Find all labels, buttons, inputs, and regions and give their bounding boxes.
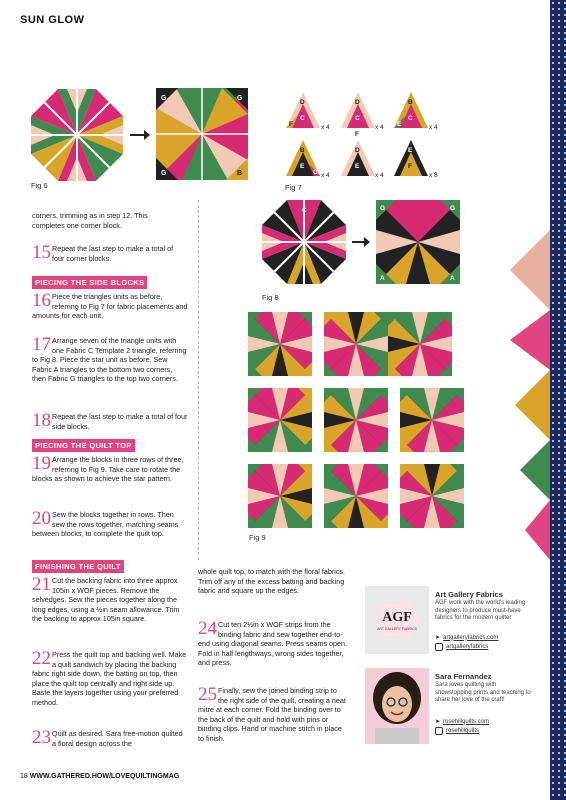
sara-link[interactable]: rosehillquilts.com: [443, 718, 490, 725]
fig9-diagram: [248, 312, 468, 530]
step-18: [32, 412, 188, 431]
fig7-u3-bl: E: [397, 121, 402, 128]
section-finishing: FINISHING THE QUILT: [32, 560, 124, 573]
fig6-label-br: B: [237, 170, 243, 177]
step-text: Repeat the last step to make a total of four side blocks.: [52, 412, 188, 431]
step-text: Sew the blocks together in rows. Then sew the rows together, matching seams between blocks, to complete the quilt top.: [32, 510, 179, 539]
fig9-caption: Fig 9: [249, 533, 266, 542]
fig7-u2-top: D: [355, 99, 360, 106]
step-number: 25: [198, 684, 217, 705]
step-text: Piece the triangles units as before, referring to Fig 7 for fabric placements and amounts for each unit.: [32, 292, 188, 321]
section-side-blocks: PIECING THE SIDE BLOCKS: [32, 276, 147, 289]
intro-text: corners, trimming as in step 12. This completes one corner block.: [32, 211, 148, 230]
step-text: Quilt as desired. Sara free-motion quilted a floral design across the: [52, 729, 183, 748]
sara-card: [365, 668, 533, 748]
fig7-u3-mid: C: [408, 115, 413, 122]
cursor-icon: ➤: [435, 635, 441, 641]
step-number: 16: [32, 290, 51, 311]
step-text: Press the quilt top and backing well. Make a quilt sandwich by placing the backing fabric right side down, the batting on top, then place the quilt top centrally and right side up. Baste the layers together using your preferred method.: [32, 650, 187, 707]
fig6-label-tl: G: [161, 95, 167, 102]
fig8-label-tl: G: [380, 205, 386, 212]
step-15: [32, 244, 186, 263]
fig7-u5-count: x 4: [375, 172, 384, 179]
fig7-u5-mid: E: [355, 163, 360, 170]
fig8-label-bl: A: [380, 275, 385, 282]
sara-title: Sara Fernandez: [435, 672, 492, 681]
fig6-caption: Fig 6: [31, 181, 48, 190]
step-number: 18: [32, 410, 51, 431]
fig7-u2-count: x 4: [375, 124, 384, 131]
cursor-icon: ➤: [435, 719, 441, 725]
instagram-icon: [435, 727, 443, 735]
step-text: Cut the backing fabric into three approx 105in x WOF pieces. Remove the selvedges. Sew the pieces together along the long edges, using a ½in seam allowance. Trim the backing to approx 105in square.: [32, 576, 180, 624]
step-23-continued: whole quilt top, to match with the floral fabrics. Trim off any of the excess batting and backing fabric and square up the edges.: [198, 567, 346, 596]
fig7-u4-top: B: [300, 147, 305, 154]
step-text: Repeat the last step to make a total of four corner blocks.: [52, 244, 174, 263]
step-22: [32, 650, 190, 708]
fig7-u3-top: B: [408, 99, 413, 106]
agf-logo-sub: ART GALLERY FABRICS: [377, 627, 417, 631]
page-number: 18: [20, 773, 28, 780]
agf-card: [365, 586, 533, 658]
watermark: PassionForum.ru: [468, 784, 529, 793]
fig7-u4-br: C: [313, 169, 318, 176]
fig6-label-tr: G: [237, 95, 243, 102]
fig7-u2-mid: C: [355, 115, 360, 122]
fig8-label-tr: G: [450, 205, 456, 212]
step-number: 15: [32, 242, 51, 263]
avatar: [365, 668, 429, 744]
step-21: [32, 576, 188, 624]
step-text: Arrange the blocks in three rows of three, referring to Fig 9. Take care to rotate the blocks as shown to achieve the star pattern.: [32, 455, 184, 484]
fig7-u6-mid: F: [408, 163, 412, 170]
fig7-u2-below: F: [355, 131, 359, 138]
agf-website[interactable]: [435, 634, 498, 641]
fig7-u4-mid: E: [300, 163, 305, 170]
agf-instagram[interactable]: [435, 643, 488, 651]
fig7-caption: Fig 7: [285, 183, 302, 192]
fabric-triangles-decoration: [510, 230, 550, 560]
sara-website[interactable]: [435, 718, 489, 725]
fig7-u1-top: D: [300, 99, 305, 106]
page-footer: [20, 773, 179, 780]
sara-description: Sara loves quilting with showstopping prints and teaching to share her love of the craft!: [435, 682, 531, 704]
step-17: [32, 336, 188, 384]
fig8-label-br: A: [450, 275, 455, 282]
fig7-u4-count: x 4: [321, 172, 330, 179]
fig7-diagram: [283, 90, 463, 182]
step-number: 22: [32, 648, 51, 669]
step-number: 24: [198, 618, 217, 639]
footer-url: WWW.GATHERED.HOW/LOVEQUILTINGMAG: [29, 773, 180, 780]
sara-instagram[interactable]: [435, 727, 479, 735]
step-number: 21: [32, 574, 51, 595]
fig7-u1-count: x 4: [321, 124, 330, 131]
fig8-label-top: C: [302, 207, 307, 214]
fig7-u6-count: x 8: [429, 172, 438, 179]
agf-title: Art Gallery Fabrics: [435, 590, 503, 599]
agf-insta[interactable]: artgalleryfabrics: [446, 644, 489, 650]
fig7-u3-count: x 4: [429, 124, 438, 131]
step-number: 19: [32, 453, 51, 474]
step-25: [198, 686, 348, 744]
step-20: [32, 510, 188, 539]
section-quilt-top: PIECING THE QUILT TOP: [32, 439, 135, 452]
fig6-diagram: [30, 88, 248, 182]
page-header: SUN GLOW: [20, 14, 85, 26]
step-23: [32, 729, 188, 748]
step-number: 17: [32, 334, 51, 355]
fig7-u1-bl: F: [289, 121, 293, 128]
column-divider: [198, 200, 199, 560]
fig7-u5-top: D: [355, 147, 360, 154]
fig8-caption: Fig 8: [262, 293, 279, 302]
step-text: Arrange seven of the triangle units with one Fabric C Template 2 triangle, referring to Fig 8. Piece the star unit as before. Sew Fabric A triangles to the bottom two corners, then Fabric G triangles to the top two corners.: [32, 336, 187, 384]
step-number: 23: [32, 727, 51, 748]
step-text: Finally, sew the joined binding strip to the right side of the quilt, creating a neat mitre at each corner. Fold the binding over to the back of the quilt and hold with pins or binding clips. Hand or machine stitch in place to finish.: [198, 686, 346, 743]
agf-logo: AGF: [382, 610, 412, 625]
step-number: 20: [32, 508, 51, 529]
fig7-u1-mid: C: [300, 115, 305, 122]
instagram-icon: [435, 643, 443, 651]
agf-link[interactable]: artgalleryfabrics.com: [443, 634, 499, 641]
dotted-fabric-strip: [550, 0, 566, 800]
step-19: [32, 455, 188, 484]
step-text: Cut ten 2½in x WOF strips from the binding fabric and sew together end-to-end using diagonal seams. Press seams open. Fold in half lengthways, wrong sides together, and press.: [198, 620, 348, 668]
fig8-diagram: [262, 200, 472, 290]
sara-photo: [365, 668, 429, 744]
agf-description: AGF work with the world's leading designers to produce must-have fabrics for the modern quilter: [435, 600, 526, 622]
step-16: [32, 292, 188, 321]
fig6-label-bl: G: [161, 170, 167, 177]
sara-insta[interactable]: rosehillquilts: [446, 728, 480, 734]
step-24: [198, 620, 348, 668]
fig7-u6-top: E: [408, 147, 413, 154]
agf-logo-box: [365, 586, 429, 654]
